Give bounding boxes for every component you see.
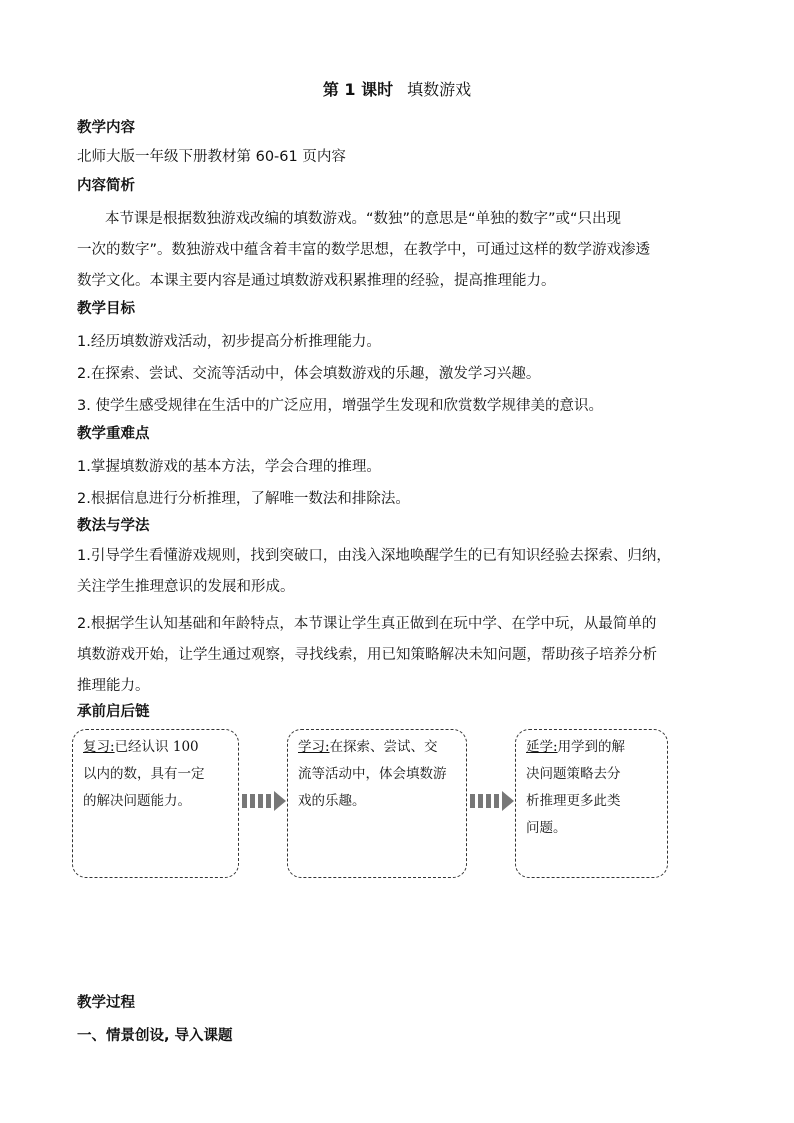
- study-line: 学习:在探索、尝试、交: [298, 739, 438, 755]
- key-point-item: 2.根据信息进行分析推理，了解唯一数法和排除法。: [77, 491, 410, 507]
- lesson-number: 第 1 课时: [322, 80, 394, 99]
- heading-content-analysis: 内容简析: [77, 178, 135, 194]
- lesson-name: 填数游戏: [407, 80, 472, 99]
- teaching-content-text: 北师大版一年级下册教材第 60-61 页内容: [77, 149, 346, 165]
- extend-tag: 延学:: [526, 739, 558, 755]
- extend-line: 问题。: [526, 820, 567, 836]
- study-line: 戏的乐趣。: [298, 793, 366, 809]
- study-box: [287, 729, 467, 878]
- review-line: 的解决问题能力。: [83, 793, 191, 809]
- method-line: 填数游戏开始，让学生通过观察，寻找线索，用已知策略解决未知问题，帮助孩子培养分析: [77, 647, 657, 663]
- key-point-item: 1.掌握填数游戏的基本方法，学会合理的推理。: [77, 459, 381, 475]
- heading-teaching-goals: 教学目标: [77, 301, 135, 317]
- arrow-right-icon: [242, 791, 288, 811]
- heading-learning-chain: 承前启后链: [77, 704, 150, 720]
- heading-teaching-process: 教学过程: [77, 995, 135, 1011]
- analysis-line: 本节课是根据数独游戏改编的填数游戏。“数独”的意思是“单独的数字”或“只出现: [105, 211, 622, 227]
- review-line: 复习:已经认识 100: [83, 739, 199, 755]
- heading-key-points: 教学重难点: [77, 426, 150, 442]
- extend-line: 延学:用学到的解: [526, 739, 626, 755]
- review-box: [72, 729, 239, 878]
- heading-step-one: 一、情景创设, 导入课题: [77, 1028, 233, 1044]
- goal-item: 3. 使学生感受规律在生活中的广泛应用，增强学生发现和欣赏数学规律美的意识。: [77, 398, 603, 414]
- heading-methods: 教法与学法: [77, 518, 150, 534]
- extend-box: [515, 729, 668, 878]
- page-title: [0, 77, 794, 100]
- method-line: 2.根据学生认知基础和年龄特点，本节课让学生真正做到在玩中学、在学中玩，从最简单的: [77, 616, 657, 632]
- review-line: 以内的数，具有一定: [83, 766, 205, 782]
- review-tag: 复习:: [83, 739, 115, 755]
- study-line: 流等活动中，体会填数游: [298, 766, 447, 782]
- method-line: 关注学生推理意识的发展和形成。: [77, 579, 295, 595]
- method-line: 1.引导学生看懂游戏规则，找到突破口，由浅入深地唤醒学生的已有知识经验去探索、归纳，: [77, 548, 671, 564]
- study-tag: 学习:: [298, 739, 330, 755]
- analysis-line: 数学文化。本课主要内容是通过填数游戏积累推理的经验，提高推理能力。: [77, 273, 556, 289]
- extend-line: 决问题策略去分: [526, 766, 621, 782]
- goal-item: 1.经历填数游戏活动，初步提高分析推理能力。: [77, 334, 381, 350]
- method-line: 推理能力。: [77, 678, 150, 694]
- heading-teaching-content: 教学内容: [77, 120, 135, 136]
- goal-item: 2.在探索、尝试、交流等活动中，体会填数游戏的乐趣，激发学习兴趣。: [77, 366, 541, 382]
- arrow-right-icon: [470, 791, 516, 811]
- extend-line: 析推理更多此类: [526, 793, 621, 809]
- analysis-line: 一次的数字”。数独游戏中蕴含着丰富的数学思想，在教学中，可通过这样的数学游戏渗透: [77, 242, 651, 258]
